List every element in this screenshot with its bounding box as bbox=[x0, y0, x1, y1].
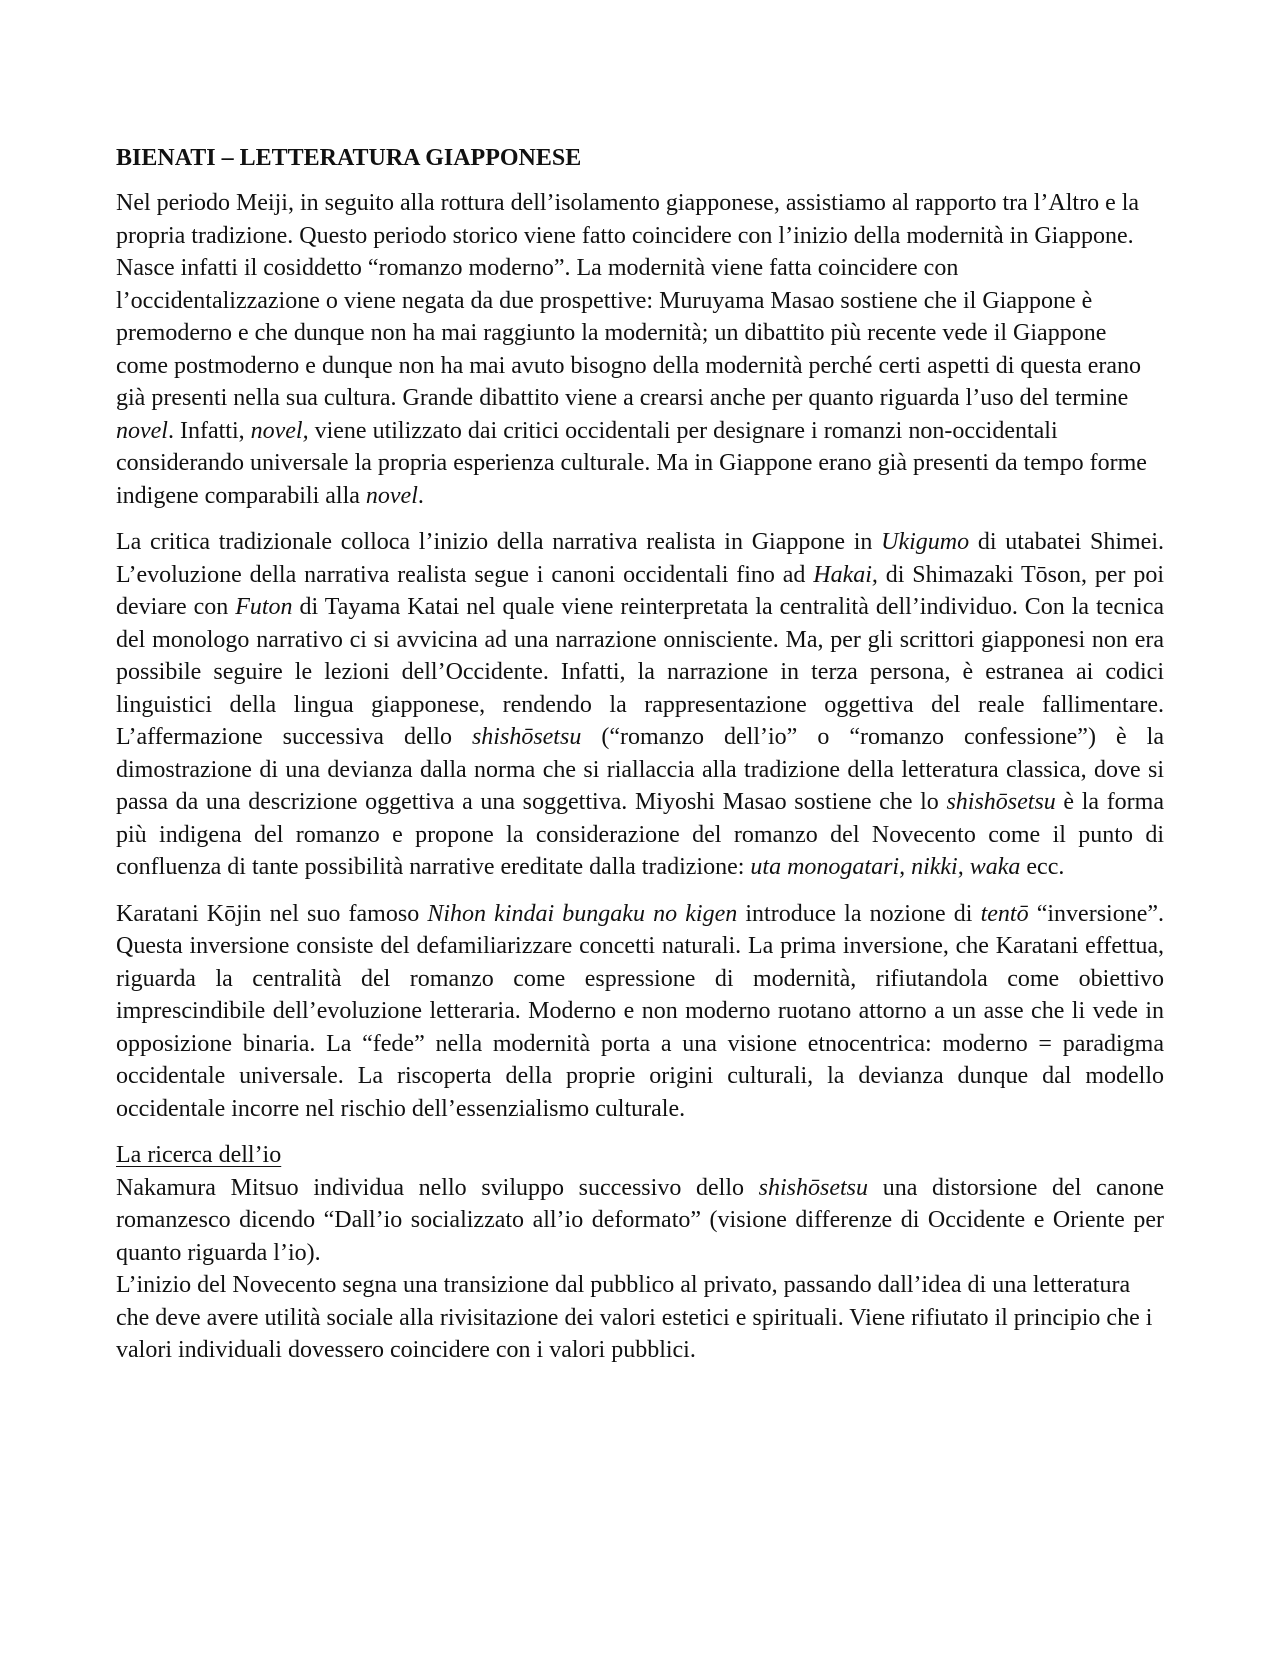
paragraph-nakamura: Nakamura Mitsuo individua nello sviluppo successivo dello shishōsetsu una distorsione del canone romanzesco dicendo “Dall’io socializzato all’io deformato” (visione differenze di Occidente e Oriente per quanto riguarda l’io). bbox=[116, 1174, 1164, 1266]
section-heading: La ricerca dell’io bbox=[116, 1142, 282, 1168]
paragraph-realist-narrative: La critica tradizionale colloca l’inizio della narrativa realista in Giappone in Ukigumo di utabatei Shimei. L’evoluzione della narrativa realista segue i canoni occidentali fino ad Hakai, di Shimazaki Tōson, per poi deviare con Futon di Tayama Katai nel quale viene reinterpretata la centralità dell’individuo. Con la tecnica del monologo narrativo ci si avvicina ad una narrazione onnisciente. Ma, per gli scrittori giapponesi non era possibile seguire le lezioni dell’Occidente. Infatti, la narrazione in terza persona, è estranea ai codici linguistici della lingua giapponese, rendendo la rappresentazione oggettiva del reale fallimentare. L’affermazione successiva dello shishōsetsu (“romanzo dell’io” o “romanzo confessione”) è la dimostrazione di una devianza dalla norma che si riallaccia alla tradizione della letteratura classica, dove si passa da una descrizione oggettiva a una soggettiva. Miyoshi Masao sostiene che lo shishōsetsu è la forma più indigena del romanzo e propone la considerazione del romanzo del Novecento come il punto di confluenza di tante possibilità narrative ereditate dalla tradizione: uta monogatari, nikki, waka ecc. bbox=[116, 529, 1164, 880]
paragraph-meiji-modernity: Nel periodo Meiji, in seguito alla rottura dell’isolamento giapponese, assistiamo al rapporto tra l’Altro e la propria tradizione. Questo periodo storico viene fatto coincidere con l’inizio della modernità in Giappone. Nasce infatti il cosiddetto “romanzo moderno”. La modernità viene fatta coincidere con l’occidentalizzazione o viene negata da due prospettive: Muruyama Masao sostiene che il Giappone è premoderno e che dunque non ha mai raggiunto la modernità; un dibattito più recente vede il Giappone come postmoderno e dunque non ha mai avuto bisogno della modernità perché certi aspetti di questa erano già presenti nella sua cultura. Grande dibattito viene a crearsi anche per quanto riguarda l’uso del termine novel. Infatti, novel, viene utilizzato dai critici occidentali per designare i romanzi non-occidentali considerando universale la propria esperienza culturale. Ma in Giappone erano già presenti da tempo forme indigene comparabili alla novel. bbox=[116, 190, 1147, 509]
paragraph-karatani: Karatani Kōjin nel suo famoso Nihon kindai bungaku no kigen introduce la nozione di tentō “inversione”. Questa inversione consiste del defamiliarizzare concetti naturali. La prima inversione, che Karatani effettua, riguarda la centralità del romanzo come espressione di modernità, rifiutandola come obiettivo imprescindibile dell’evoluzione letteraria. Moderno e non moderno ruotano attorno a un asse che li vede in opposizione binaria. La “fede” nella modernità porta a una visione etnocentrica: moderno = paradigma occidentale universale. La riscoperta della proprie origini culturali, la devianza dunque dal modello occidentale incorre nel rischio dell’essenzialismo culturale. bbox=[116, 900, 1165, 1122]
document-title: BIENATI – LETTERATURA GIAPPONESE bbox=[116, 145, 582, 171]
document-page bbox=[116, 142, 1164, 1381]
paragraph-novecento: L’inizio del Novecento segna una transizione dal pubblico al privato, passando dall’idea di una letteratura che deve avere utilità sociale alla rivisitazione dei valori estetici e spirituali. Viene rifiutato il principio che i valori individuali dovessero coincidere con i valori pubblici. bbox=[116, 1272, 1153, 1363]
